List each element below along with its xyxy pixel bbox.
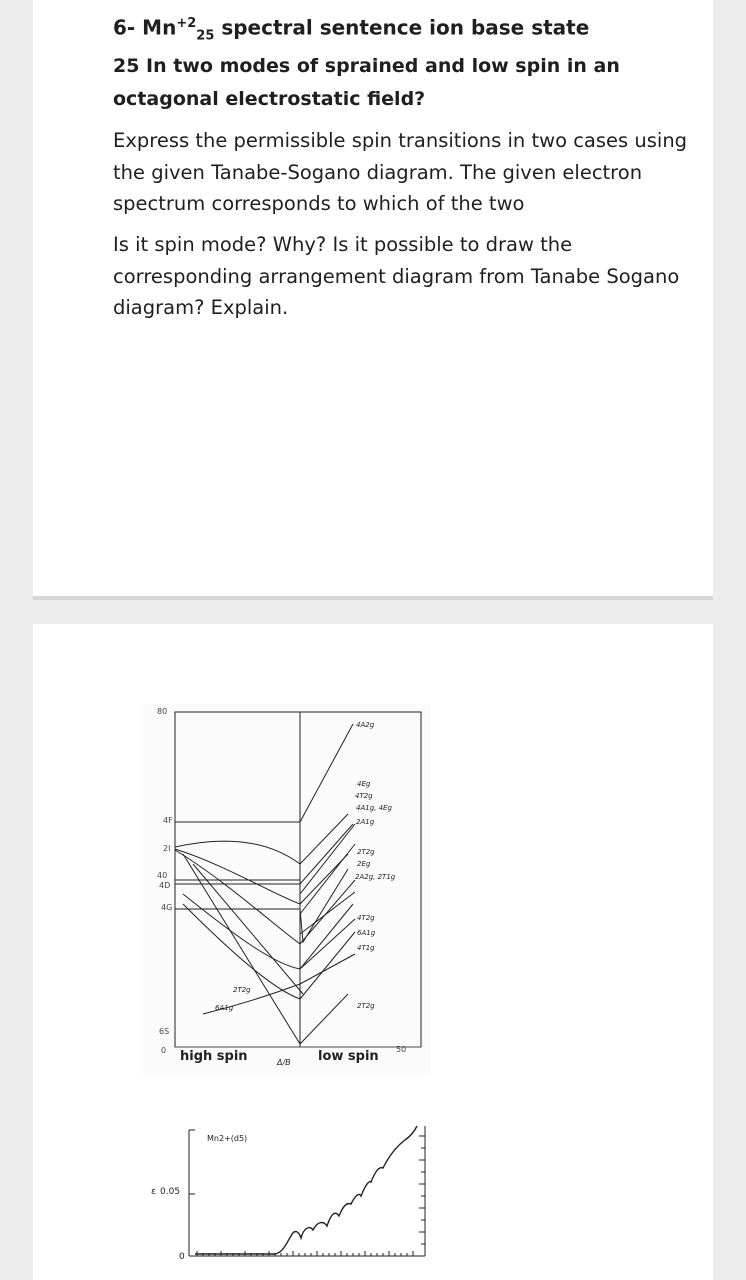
line-low-1 [300, 994, 348, 1044]
term-2Eg: 2Eg [357, 860, 371, 868]
x-axis-label: Δ/B [277, 1058, 291, 1067]
spectrum-label: Mn2+(d5) [207, 1134, 248, 1143]
question-title: 6- $Mn^{+2}_{25}$ spectral sentence ion base state [113, 15, 590, 44]
card-divider [33, 596, 713, 600]
line-low-4 [300, 892, 355, 934]
term-2T2g: 2T2g [357, 848, 375, 856]
line-4T-b [183, 904, 355, 999]
line-4T [183, 894, 353, 969]
term-4T2g-b: 4T2g [357, 914, 375, 922]
term-6A1g-right: 6A1g [357, 929, 376, 937]
term-4T1g: 4T1g [357, 944, 375, 952]
term-2T2g-low: 2T2g [357, 1002, 375, 1010]
term-4Eg: 4Eg [357, 780, 371, 788]
term-2I: 2I [163, 844, 171, 853]
spectrum-curve [195, 1126, 417, 1254]
line-low-3 [300, 844, 355, 914]
question-subtitle: 25 In two modes of sprained and low spin in an octagonal electrostatic field? [113, 55, 620, 110]
question-body-2: Is it spin mode? Why? Is it possible to draw the corresponding arrangement diagram from Tanabe Sogano diagram? Explain. [113, 233, 680, 319]
term-4A1g-4Eg: 4A1g, 4Eg [356, 804, 392, 812]
term-6A1g-inner: 6A1g [215, 1004, 234, 1012]
line-low-5 [300, 824, 355, 894]
question-card [33, 0, 713, 596]
term-2A2g-2T1g: 2A2g, 2T1g [355, 873, 396, 881]
term-2T2g-inner: 2T2g [233, 986, 251, 994]
tanabe-sugano-lines [143, 704, 431, 1077]
y-label: ε [151, 1187, 156, 1197]
y-axis-top: 80 [157, 707, 168, 716]
line-2I-b [175, 849, 348, 904]
question-body-1: Express the permissible spin transitions in two cases using the given Tanabe-Sogano diagram. The given electron spectrum corresponds to which of the two [113, 129, 688, 215]
figure-card [33, 624, 713, 1280]
term-4D: 4D [159, 881, 171, 890]
y-axis-zero: 0 [161, 1046, 167, 1055]
x-axis-right: 50 [396, 1045, 407, 1054]
line-desc-1 [183, 854, 300, 1044]
x-zero: 0 [179, 1252, 185, 1262]
y-tick-0.05: 0.05 [160, 1187, 181, 1197]
term-4T2g: 4T2g [355, 792, 373, 800]
term-2A1g: 2A1g [356, 818, 375, 826]
term-4F: 4F [163, 816, 173, 825]
line-low-2 [300, 919, 355, 969]
term-40: 40 [157, 871, 168, 880]
tanabe-sugano-diagram [143, 704, 431, 1077]
spectrum-plot [143, 1106, 435, 1280]
high-spin-label: high spin [180, 1049, 248, 1064]
line-4F [175, 724, 353, 822]
term-4G: 4G [161, 903, 173, 912]
term-6S: 6S [159, 1027, 170, 1036]
line-2I-c [175, 850, 355, 944]
term-4A2g: 4A2g [356, 721, 375, 729]
absorption-spectrum [143, 1106, 435, 1280]
low-spin-label: low spin [318, 1049, 379, 1064]
